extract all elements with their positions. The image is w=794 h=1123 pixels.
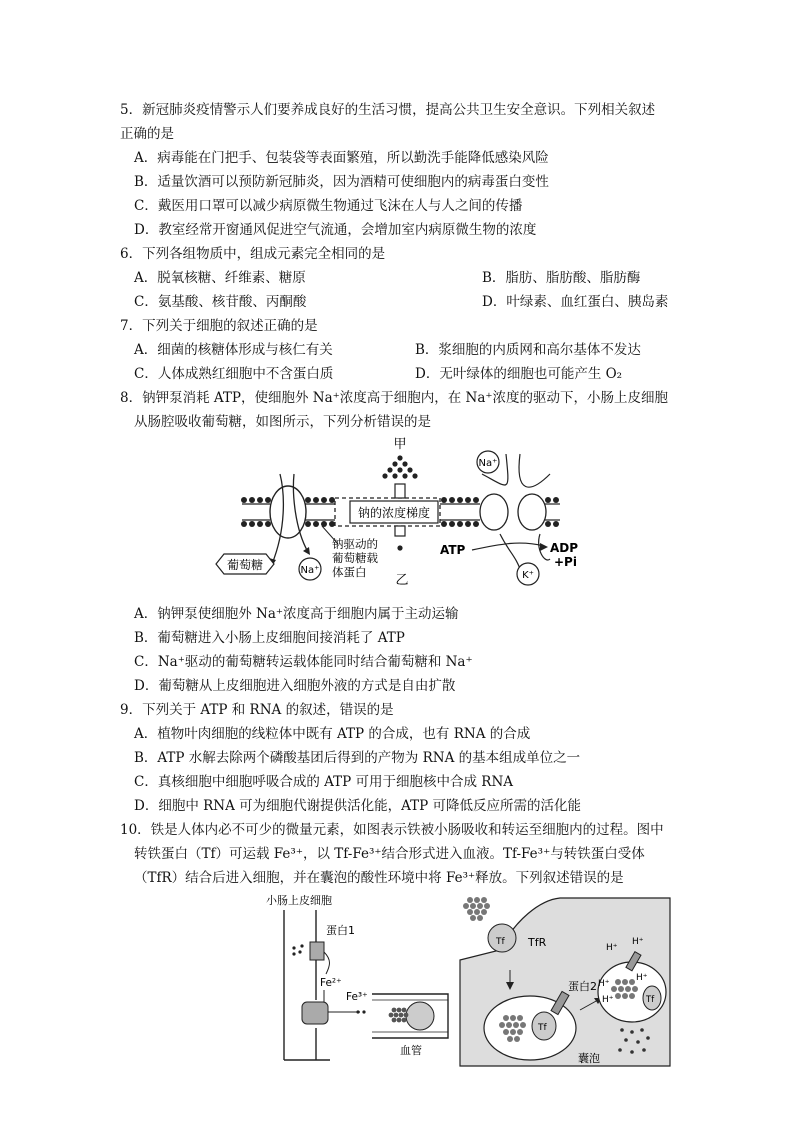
q9-option-b: B．ATP 水解去除两个磷酸基团后得到的产物为 RNA 的基本组成单位之一 [134, 750, 581, 766]
q8-option-a: A．钠钾泵使细胞外 Na⁺浓度高于细胞内属于主动运输 [134, 606, 459, 622]
basal-transporter [302, 1002, 328, 1024]
q6-option-b: B．脂肪、脂肪酸、脂肪酶 [482, 270, 641, 286]
fe2-label: Fe²⁺ [320, 977, 342, 989]
vessel-label: 血管 [400, 1044, 422, 1057]
q7-option-a: A．细菌的核糖体形成与核仁有关 [134, 342, 333, 358]
tf-label-2: Tf [538, 1023, 547, 1033]
tf-in-vessel [406, 1002, 434, 1030]
q6-option-d: D．叶绿素、血红蛋白、胰岛素 [482, 294, 669, 310]
q8-option-b: B．葡萄糖进入小肠上皮细胞间接消耗了 ATP [134, 630, 405, 646]
q5-option-c: C．戴医用口罩可以减少病原微生物通过飞沫在人与人之间的传播 [134, 198, 523, 214]
q6-option-a: A．脱氧核糖、纤维素、糖原 [134, 270, 306, 286]
protein1-shape [310, 942, 324, 960]
q10-stem-line3: （TfR）结合后进入细胞，并在囊泡的酸性环境中将 Fe³⁺释放。下列叙述错误的是 [134, 870, 624, 886]
q8-stem-line2: 从肠腔吸收葡萄糖，如图所示，下列分析错误的是 [134, 414, 431, 430]
protein2-label: 蛋白2 [568, 980, 597, 993]
q7-option-b: B．浆细胞的内质网和高尔基体不发达 [415, 342, 641, 358]
q7-option-d: D．无叶绿体的细胞也可能产生 O₂ [415, 366, 623, 382]
q7-stem: 7．下列关于细胞的叙述正确的是 [120, 318, 318, 334]
q5-option-d: D．教室经常开窗通风促进空气流通，会增加室内病原微生物的浓度 [134, 222, 537, 238]
q9-stem: 9．下列关于 ATP 和 RNA 的叙述，错误的是 [120, 702, 394, 718]
h-ion-4: H⁺ [602, 995, 614, 1005]
protein1-label: 蛋白1 [326, 924, 355, 937]
sodium-potassium-pump-figure [210, 434, 580, 594]
q8-option-c: C．Na⁺驱动的葡萄糖转运载体能同时结合葡萄糖和 Na⁺ [134, 654, 473, 670]
q7-option-c: C．人体成熟红细胞中不含蛋白质 [134, 366, 334, 382]
q6-option-c: C．氨基酸、核苷酸、丙酮酸 [134, 294, 307, 310]
epithelial-cell-label: 小肠上皮细胞 [266, 894, 332, 907]
q8-stem-line1: 8．钠钾泵消耗 ATP，使细胞外 Na⁺浓度高于细胞内，在 Na⁺浓度的驱动下，小肠上皮细胞 [120, 390, 669, 406]
pump-protein-left [480, 494, 508, 530]
carrier-label-3: 体蛋白 [332, 565, 367, 579]
pump-protein-right [518, 494, 546, 530]
carrier-label-2: 葡萄糖载 [332, 551, 378, 565]
carrier-label-1: 钠驱动的 [332, 537, 378, 551]
pi-label: +Pi [554, 555, 577, 569]
tfr-label: TfR [528, 936, 547, 949]
sodium-ion-label-2: Na⁺ [478, 458, 498, 469]
adp-label: ADP [550, 541, 579, 555]
q9-option-c: C．真核细胞中细胞呼吸合成的 ATP 可用于细胞核中合成 RNA [134, 774, 514, 790]
sodium-ion-label: Na⁺ [300, 565, 320, 576]
tf-fe-cluster [463, 897, 490, 921]
potassium-ion-label: K⁺ [522, 570, 534, 581]
q10-stem-line1: 10．铁是人体内必不可少的微量元素，如图表示铁被小肠吸收和转运至细胞内的过程。图中 [120, 822, 664, 838]
q5-stem-line2: 正确的是 [120, 126, 174, 142]
atp-label: ATP [440, 543, 466, 557]
h-ion-5: H⁺ [636, 973, 648, 983]
vesicle-label: 囊泡 [578, 1052, 600, 1065]
gradient-label: 钠的浓度梯度 [357, 506, 431, 520]
q6-stem: 6．下列各组物质中，组成元素完全相同的是 [120, 246, 386, 262]
fe3-label: Fe³⁺ [346, 991, 368, 1003]
h-ion-2: H⁺ [632, 937, 644, 947]
sodium-dots-outside [382, 455, 417, 478]
glucose-channel-protein [270, 486, 306, 538]
q5-option-a: A．病毒能在门把手、包装袋等表面繁殖，所以勤洗手能降低感染风险 [134, 150, 549, 166]
label-yi: 乙 [395, 573, 409, 588]
tf-label-3: Tf [646, 995, 655, 1005]
tf-label-1: Tf [496, 937, 505, 947]
q9-option-d: D．细胞中 RNA 可为细胞代谢提供活化能，ATP 可降低反应所需的活化能 [134, 798, 582, 814]
q10-stem-line2: 转铁蛋白（Tf）可运载 Fe³⁺，以 Tf-Fe³⁺结合形式进入血液。Tf-Fe³⁺与转铁蛋白受体 [134, 846, 645, 862]
h-ion-1: H⁺ [606, 943, 618, 953]
h-ion-3: H⁺ [598, 979, 610, 989]
q8-option-d: D．葡萄糖从上皮细胞进入细胞外液的方式是自由扩散 [134, 678, 456, 694]
glucose-label: 葡萄糖 [226, 558, 264, 572]
iron-transport-figure [260, 890, 680, 1072]
q9-option-a: A．植物叶肉细胞的线粒体中既有 ATP 的合成，也有 RNA 的合成 [134, 726, 531, 742]
q5-option-b: B．适量饮酒可以预防新冠肺炎，因为酒精可使细胞内的病毒蛋白变性 [134, 174, 549, 190]
q5-stem-line1: 5．新冠肺炎疫情警示人们要养成良好的生活习惯，提高公共卫生安全意识。下列相关叙述 [120, 102, 656, 118]
label-jia: 甲 [393, 437, 407, 452]
